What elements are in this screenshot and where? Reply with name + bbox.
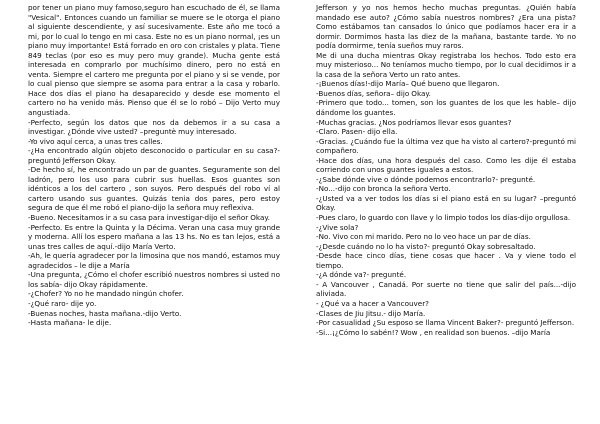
paragraph: -No. Vivo con mi marido. Pero no lo veo hace un par de días. [316, 232, 531, 242]
paragraph: Jefferson y yo nos hemos hecho muchas preguntas. ¿Quién había mandado ese auto? ¿Cómo sabía nuestros nombres? ¿Era una pista? Como estábamos tan cansados lo único que podíamos hacer era ir a dormir. Dormimos hasta las diez de la mañana, bastante tarde. Yo no podía dormirme, tenía sueños muy raros. [316, 3, 576, 51]
paragraph: -Pues claro, lo guardo con llave y lo limpio todos los días-dijo orgullosa. [316, 213, 571, 223]
paragraph: -Hace dos días, una hora después del caso. Como les dije él estaba corriendo con unos guantes iguales a estos. [316, 155, 576, 175]
paragraph: - A Vancouver , Canadá. Por suerte no tiene que salir del país...-dijo aliviada. [316, 279, 576, 299]
paragraph: -¡Buenos días!-dijo María– Qué bueno que llegaron. [316, 79, 500, 89]
paragraph: -¿Vive sola? [316, 222, 359, 232]
paragraph: -Muchas gracias. ¿Nos podríamos llevar esos guantes? [316, 117, 512, 127]
paragraph: -¿Usted va a ver todos los días si el piano está en su lugar? –preguntó Okay. [316, 193, 576, 213]
paragraph: -Buenos días, señora– dijo Okay. [316, 88, 431, 98]
paragraph: -Si...¡¿Cómo lo sabén!? Wow , en realidad son buenos. –dijo María [316, 327, 551, 337]
paragraph: -Bueno. Necesitamos ir a su casa para investigar-dijo el señor Okay. [28, 213, 270, 223]
paragraph: -De hecho sí, he encontrado un par de guantes. Seguramente son del ladrón, pero los uso para cubrir sus huellas. Esos guantes son idénticos a los del cartero , son suyos. Pero después del robo ví al cartero usando sus guantes. Quizás tenia dos pares, pero estoy segura de que él me robó el piano-dijo la señora muy reflexiva. [28, 165, 280, 213]
paragraph: -¿Ha encontrado algún objeto desconocido o particular en su casa?-preguntó Jefferson Okay. [28, 146, 280, 165]
paragraph: -¿Sabe dónde vive o dónde podemos encontrarlo?- pregunté. [316, 174, 536, 184]
paragraph: Me di una ducha mientras Okay registraba los hechos. Todo esto era muy misterioso... No teníamos mucho tiempo, por lo cual decidimos ir a la casa de la señora Verto un rato antes. [316, 50, 576, 79]
paragraph: -Perfecto, según los datos que nos da debemos ir a su casa a investigar. ¿Dónde vive usted? –preguntè muy interesado. [28, 117, 280, 137]
left-text-column [28, 3, 280, 328]
paragraph: -Gracias. ¿Cuándo fue la última vez que ha visto al cartero?-preguntó mi compañero. [316, 136, 576, 156]
paragraph: -Por casualidad ¿Su esposo se llama Vincent Baker?- preguntó Jefferson. [316, 318, 575, 328]
paragraph: -Perfecto. Es entre la Quinta y la Décima. Veran una casa muy grande y moderna. Allí los espero mañana a las 13 hs. No es tan lejos, está a unas tres calles de aquí.-dijo María Verto. [28, 222, 280, 251]
paragraph: -Claro. Pasen- dijo ella. [316, 127, 398, 137]
paragraph: -Buenas noches, hasta mañana.-dijo Verto. [28, 308, 182, 318]
paragraph: - ¿Qué va a hacer a Vancouver? [316, 298, 429, 308]
paragraph: -Primero que todo... tomen, son los guantes de los que les hable– dijo dándome los guantes. [316, 98, 576, 118]
paragraph: por tener un piano muy famoso,seguro han escuchado de él, se llama "Vesical". Entonces cuando un familiar se muere se le otorga el piano al siguiente descendiente, y así sucesivamente. Este año me tocó a mi, por lo cual lo tengo en mi casa. Este no es un piano normal, ¡es un piano muy importante! Está forrado en oro con cristales y plata. Tiene 849 teclas (por eso es muy pero muy grande). Mucha gente está interesada en comprarlo por muchísimo dinero, pero no está en venta. Siempre el cartero me pregunta por el piano y si se vende, por lo cual pienso que siempre se asoma para entrar a la casa y robarlo. Hace dos días el piano ha desaparecido y desde ese momento el cartero no ha venido más. Pienso que él se lo robó – Dijo Verto muy angustiada. [28, 3, 280, 118]
paragraph: -¿Desde cuándo no lo ha visto?- preguntó Okay sobresaltado. [316, 241, 536, 251]
paragraph: -Hasta mañana- le dije. [28, 318, 112, 328]
paragraph: -No...-dijo con bronca la señora Verto. [316, 184, 451, 194]
paragraph: -¿Chofer? Yo no he mandado ningún chofer. [28, 289, 184, 299]
paragraph: -Una pregunta, ¿Cómo el chofer escribió nuestros nombres si usted no los sabía- dijo Okay rápidamente. [28, 270, 280, 289]
paragraph: -Yo vivo aquí cerca, a unas tres calles. [28, 136, 163, 146]
paragraph: -Ah, le quería agradecer por la limosina que nos mandó, estamos muy agradecidos – le dije a María [28, 251, 280, 270]
paragraph: -¿Qué raro- dije yo. [28, 298, 97, 308]
right-text-column [316, 3, 576, 337]
paragraph: -¿A dónde va?- pregunté. [316, 270, 407, 280]
paragraph: -Desde hace cinco días, tiene cosas que hacer . Va y viene todo el tiempo. [316, 251, 576, 270]
paragraph: -Clases de Jiu Jitsu.- dijo María. [316, 308, 426, 318]
